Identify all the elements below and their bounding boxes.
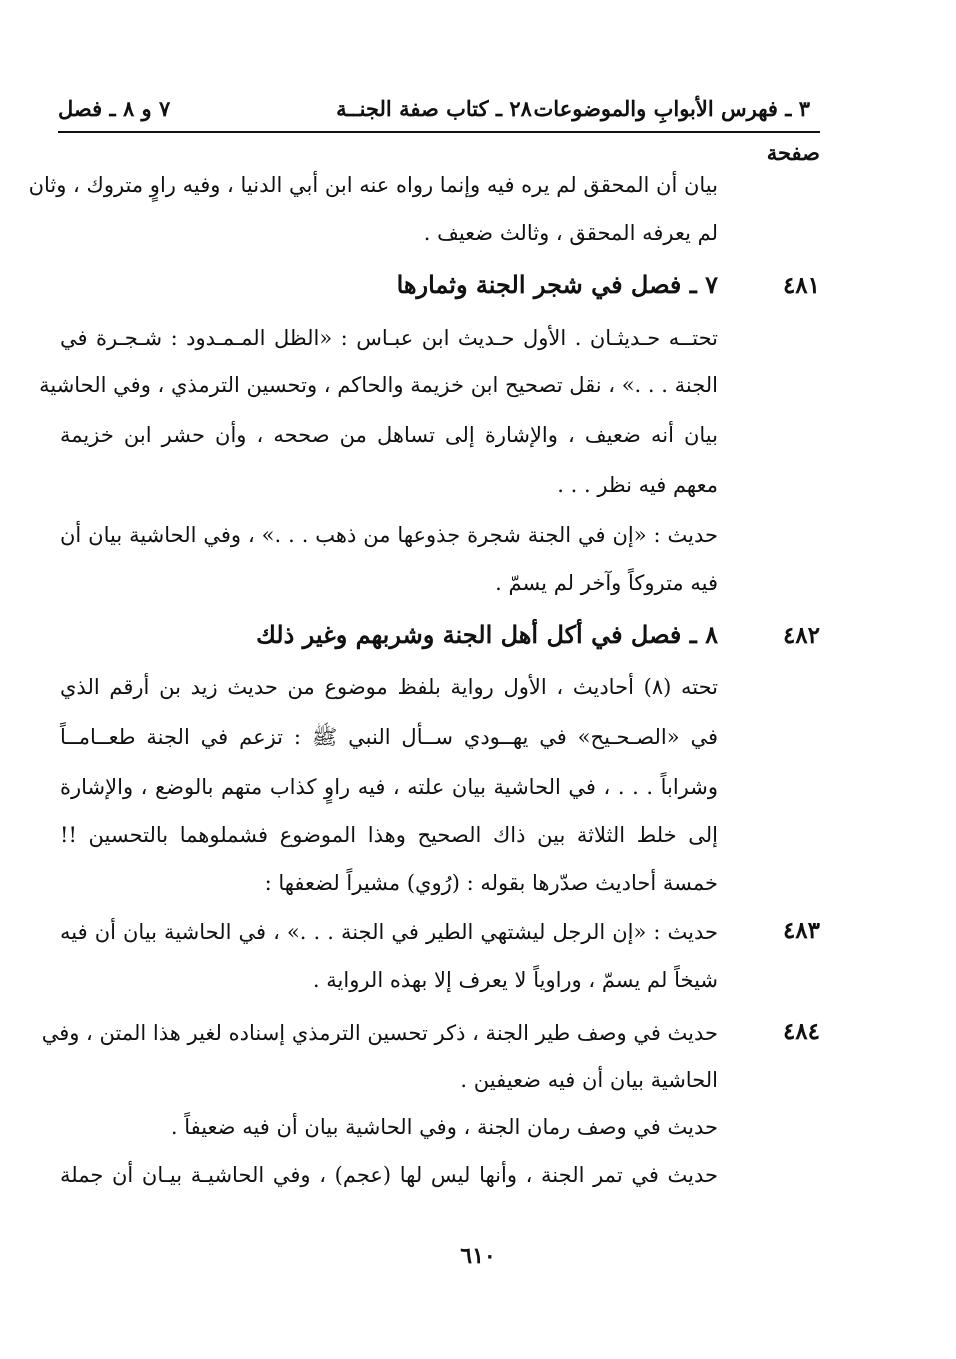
entry-text-line: تحته (٨) أحاديث ، الأول رواية بلفظ موضوع من حديث زيد بن أرقم الذي — [60, 675, 718, 699]
header-index-title: ٣ ـ فهرس الأبوابِ والموضوعات — [533, 96, 810, 121]
entry-page-number: ٤٨٢ — [782, 622, 820, 649]
entry-text-line: بيان أنه ضعيف ، والإشارة إلى تساهل من صححه ، وأن حشر ابن خزيمة — [60, 423, 718, 447]
entry-page-number: ٤٨٤ — [782, 1018, 820, 1045]
entry-text-line: خمسة أحاديث صدّرها بقوله : (رُوي) مشيراً لضعفها : — [264, 871, 718, 895]
entry-text-line: إلى خلط الثلاثة بين ذاك الصحيح وهذا الموضوع فشملوهما بالتحسين !! — [60, 823, 718, 847]
entry-text-line: حديث في تمر الجنة ، وأنها ليس لها (عجم) ، وفي الحاشيـة بيـان أن جملة — [60, 1163, 718, 1187]
page-column-label: صفحة — [766, 140, 820, 165]
header-section-title: ٧ و ٨ ـ فصل — [58, 96, 171, 121]
entry-text-line: بيان أن المحقق لم يره فيه وإنما رواه عنه ابن أبي الدنيا ، وفيه راوٍ متروك ، وثان — [28, 173, 718, 197]
entry-text-line: فيه متروكاً وآخر لم يسمّ . — [495, 571, 718, 595]
page-number: ٦١٠ — [460, 1243, 496, 1269]
entry-text-line: حديث : «إن الرجل ليشتهي الطير في الجنة . . .» ، في الحاشية بيان أن فيه — [60, 920, 718, 944]
entry-page-number: ٤٨٣ — [782, 917, 820, 944]
header-book-title: ٢٨ ـ كتاب صفة الجنــة — [336, 96, 532, 121]
entry-text-line: لم يعرفه المحقق ، وثالث ضعيف . — [423, 221, 718, 245]
entry-text-line: حديث : «إن في الجنة شجرة جذوعها من ذهب . . .» ، وفي الحاشية بيان أن — [60, 523, 718, 547]
entry-text-line: معهم فيه نظر . . . — [557, 473, 718, 497]
entry-text-line: في «الصـحـيح» في يهــودي ســأل النبي ﷺ : تزعم في الجنة طعــامــاً — [60, 725, 718, 749]
section-heading: ٨ ـ فصل في أكل أهل الجنة وشربهم وغير ذلك — [256, 620, 718, 649]
entry-text-line: حديث في وصف رمان الجنة ، وفي الحاشية بيان أن فيه ضعيفاً . — [170, 1115, 718, 1139]
entry-text-line: حديث في وصف طير الجنة ، ذكر تحسين الترمذي إسناده لغير هذا المتن ، وفي — [41, 1021, 718, 1045]
entry-text-line: الحاشية بيان أن فيه ضعيفين . — [460, 1068, 718, 1092]
entry-text-line: تحتــه حـديثـان . الأول حـديث ابن عبـاس : «الظل المـمـدود : شـجـرة في — [60, 326, 718, 350]
section-heading: ٧ ـ فصل في شجر الجنة وثمارها — [396, 270, 718, 299]
entry-text-line: الجنة . . .» ، نقل تصحيح ابن خزيمة والحاكم ، وتحسين الترمذي ، وفي الحاشية — [39, 373, 718, 397]
entry-text-line: شيخاً لم يسمّ ، وراوياً لا يعرف إلا بهذه الرواية . — [312, 968, 718, 992]
entry-page-number: ٤٨١ — [782, 272, 820, 299]
header-rule — [58, 131, 820, 133]
running-header — [58, 96, 810, 130]
entry-text-line: وشراباً . . . ، في الحاشية بيان علته ، فيه راوٍ كذاب متهم بالوضع ، والإشارة — [60, 775, 718, 799]
